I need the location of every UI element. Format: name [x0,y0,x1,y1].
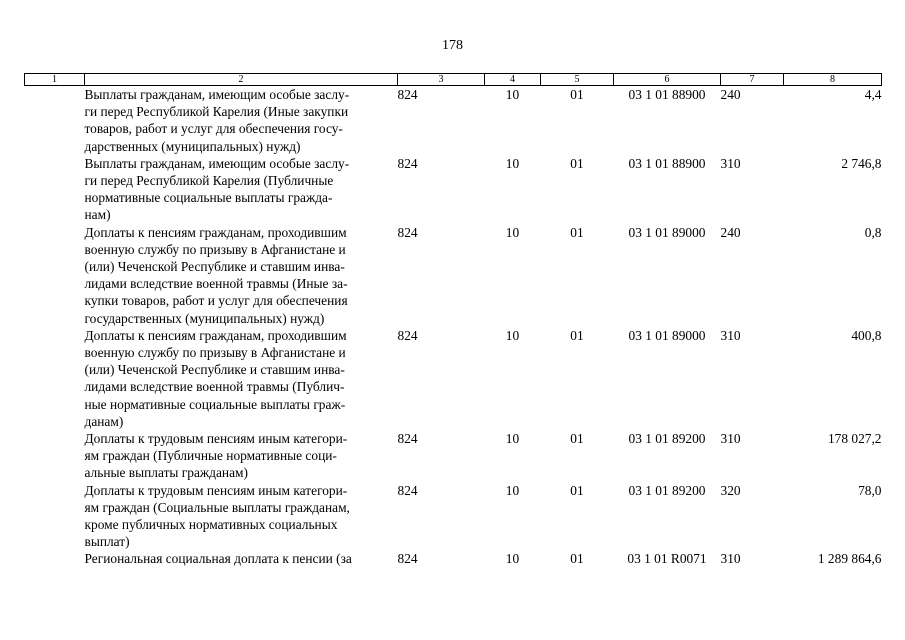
column-header: 4 [485,74,541,86]
column-header: 1 [25,74,85,86]
row-number-cell [25,86,85,155]
section-cell: 10 [505,224,520,240]
table-row [25,224,882,327]
section-cell: 10 [505,327,520,343]
subsection-cell: 01 [570,155,584,171]
subsection-cell: 01 [570,224,584,240]
section-cell: 10 [505,551,520,567]
amount-cell: 4,4 [864,87,882,102]
admin-code-cell: 824 [397,551,418,567]
table-row [25,86,882,155]
row-number-cell [25,550,85,567]
expense-type-cell: 310 [720,551,741,567]
amount-cell: 2 746,8 [841,155,882,171]
admin-code-cell: 824 [397,327,418,343]
row-number-cell [25,430,85,482]
admin-code-cell: 824 [397,87,418,102]
subsection-cell: 01 [570,431,584,447]
target-article-cell: 03 1 01 89200 [628,431,706,447]
column-header: 7 [721,74,784,86]
expense-name-cell: Доплаты к трудовым пенсиям иным категори- ям граждан (Социальные выплаты гражданам, кроме публичных нормативных социальных выплат) [84,482,350,550]
column-header: 8 [784,74,882,86]
expense-name-cell: Доплаты к трудовым пенсиям иным категори- ям граждан (Публичные нормативные соци- альные выплаты гражданам) [84,431,348,481]
expense-name-cell: Доплаты к пенсиям гражданам, проходившим военную службу по призыву в Афганистане и (или) Чеченской Республике и ставшим инва- лидами вследствие военной травмы (Иные за- купки товаров, работ и услуг для обеспечения государственных (муниципальных) нужд) [84,224,348,326]
admin-code-cell: 824 [397,482,418,498]
column-header: 6 [614,74,721,86]
section-cell: 10 [505,482,520,498]
target-article-cell: 03 1 01 88900 [628,155,706,171]
admin-code-cell: 824 [397,431,418,447]
admin-code-cell: 824 [397,224,418,240]
admin-code-cell: 824 [397,155,418,171]
expense-type-cell: 310 [720,155,741,171]
table-row [25,482,882,551]
target-article-cell: 03 1 01 89000 [628,327,706,343]
target-article-cell: 03 1 01 89200 [628,482,706,498]
expense-name-cell: Региональная социальная доплата к пенсии (за [84,551,352,567]
table-row [25,430,882,482]
subsection-cell: 01 [570,327,584,343]
target-article-cell: 03 1 01 R0071 [627,551,707,567]
row-number-cell [25,327,85,430]
expense-name-cell: Доплаты к пенсиям гражданам, проходившим военную службу по призыву в Афганистане и (или) Чеченской Республике и ставшим инва- лидами вследствие военной травмы (Публич- ные нормативные социальные выплаты граж- данам) [84,327,347,429]
table-row [25,155,882,224]
column-header: 2 [85,74,398,86]
amount-cell: 400,8 [851,327,882,343]
column-header: 5 [541,74,614,86]
expense-type-cell: 240 [720,87,741,102]
expense-type-cell: 310 [720,431,741,447]
table-body [25,86,882,568]
section-cell: 10 [505,87,520,102]
expense-name-cell: Выплаты гражданам, имеющим особые заслу- ги перед Республикой Карелия (Иные закупки товаров, работ и услуг для обеспечения госу- дарственных (муниципальных) нужд) [84,87,350,154]
section-cell: 10 [505,431,520,447]
subsection-cell: 01 [570,482,584,498]
table-row [25,327,882,430]
amount-cell: 78,0 [858,482,882,498]
section-cell: 10 [505,155,520,171]
expense-type-cell: 240 [720,224,741,240]
amount-cell: 1 289 864,6 [817,551,882,567]
row-number-cell [25,224,85,327]
table-row [25,550,882,567]
budget-table [24,73,882,568]
expense-name-cell: Выплаты гражданам, имеющим особые заслу- ги перед Республикой Карелия (Публичные нормативные социальные выплаты гражда- нам) [84,155,350,223]
row-number-cell [25,482,85,551]
expense-type-cell: 320 [720,482,741,498]
expense-type-cell: 310 [720,327,741,343]
amount-cell: 178 027,2 [827,431,882,447]
row-number-cell [25,155,85,224]
target-article-cell: 03 1 01 89000 [628,224,706,240]
subsection-cell: 01 [570,87,584,102]
amount-cell: 0,8 [864,224,882,240]
column-header: 3 [398,74,485,86]
subsection-cell: 01 [570,551,584,567]
target-article-cell: 03 1 01 88900 [628,87,706,102]
page-number: 178 [442,38,463,53]
column-number-row [25,74,882,86]
